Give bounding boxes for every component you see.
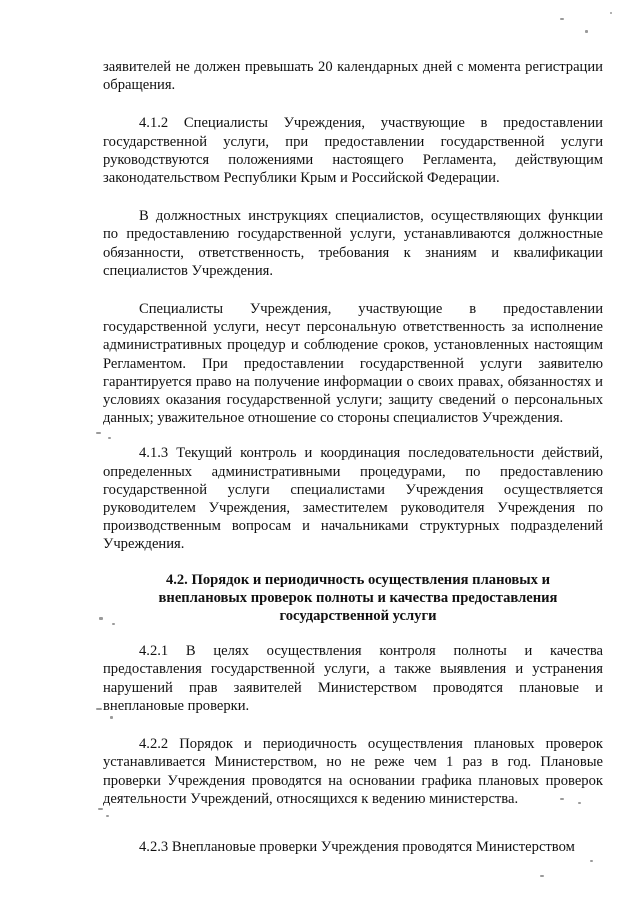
paragraph-job-instructions: В должностных инструкциях специалистов, осуществляющих функции по предоставлению государственной услуги, устанавливаются должностные обязанности, ответственность, требования к знаниям и квалификации специалистов Учреждения.: [103, 208, 603, 279]
scan-speck: [578, 802, 581, 804]
scan-speck: [560, 18, 564, 20]
scan-speck: [112, 623, 115, 625]
paragraph-4-2-1: 4.2.1 В целях осуществления контроля полноты и качества предоставления государственной услуги, а также выявления и устранения нарушений прав заявителей Министерством проводятся плановые и внеплановые проверки.: [103, 643, 603, 714]
scan-speck: [540, 875, 544, 877]
section-heading-4-2: 4.2. Порядок и периодичность осуществления плановых и внеплановых проверок полноты и качества предоставления государственной услуги: [158, 571, 558, 625]
scan-speck: [96, 432, 101, 434]
paragraph-specialists-responsibility: Специалисты Учреждения, участвующие в предоставлении государственной услуги, несут персональную ответственность за исполнение административных процедур и соблюдение сроков, установленных настоящим Регламентом. При предоставлении государственной услуги заявителю гарантируется право на получение информации о своих правах, обязанностях и условиях оказания государственной услуги; защиту сведений о персональных данных; уважительное отношение со стороны специалистов Учреждения.: [103, 301, 603, 427]
paragraph-4-2-2: 4.2.2 Порядок и периодичность осуществления плановых проверок устанавливается Министерством, но не реже чем 1 раз в год. Плановые проверки Учреждения проводятся на основании графика плановых проверок деятельности Учреждений, относящихся к ведению министерства.: [103, 736, 603, 807]
scan-speck: [610, 12, 612, 14]
scan-speck: [108, 437, 111, 439]
document-page: [103, 58, 603, 856]
scan-speck: [560, 798, 564, 800]
scan-speck: [590, 860, 593, 862]
paragraph-4-1-2: 4.1.2 Специалисты Учреждения, участвующие в предоставлении государственной услуги, при предоставлении государственной услуги руководствуются положениями настоящего Регламента, действующим законодательством Республики Крым и Российской Федерации.: [103, 115, 603, 187]
scan-speck: [110, 716, 113, 719]
scan-speck: [98, 808, 103, 810]
scan-speck: [585, 30, 588, 33]
paragraph-deadline-continuation: заявителей не должен превышать 20 календарных дней с момента регистрации обращения.: [103, 59, 603, 94]
scan-speck: [96, 708, 102, 710]
paragraph-4-2-3: 4.2.3 Внеплановые проверки Учреждения проводятся Министерством: [139, 838, 575, 855]
paragraph-4-1-3: 4.1.3 Текущий контроль и координация последовательности действий, определенных административными процедурами, по предоставлению государственной услуги специалистами Учреждения осуществляется руководителем Учреждения, заместителем руководителя Учреждения по производственным вопросам и начальниками структурных подразделений Учреждения.: [103, 445, 603, 553]
scan-speck: [99, 617, 103, 620]
scan-speck: [106, 815, 109, 817]
